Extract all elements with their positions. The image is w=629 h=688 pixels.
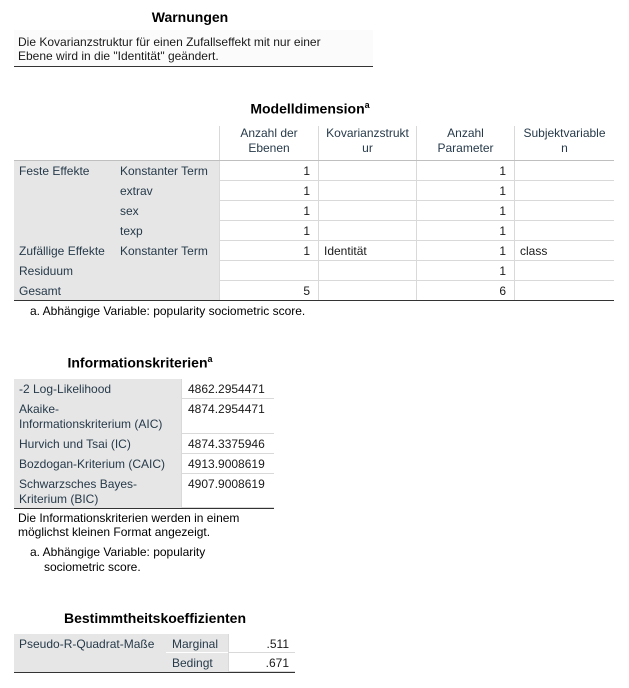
marginal-label: Marginal: [166, 634, 228, 653]
cell-kov: [318, 181, 416, 201]
cell-ebenen: [219, 261, 318, 281]
cell-param: 1: [416, 181, 514, 201]
ic-footnote-line-1: a. Abhängige Variable: popularity: [30, 545, 206, 559]
ic-value-caic: 4913.9008619: [181, 454, 274, 474]
cell-param: 1: [416, 241, 514, 261]
cell-ebenen: 1: [219, 241, 318, 261]
cell-ebenen: 1: [219, 221, 318, 241]
group-gesamt: Gesamt: [14, 281, 219, 301]
marginal-value: .511: [228, 634, 295, 653]
sub-texp: texp: [114, 221, 219, 241]
warnungen-box: [14, 30, 373, 67]
header-anzahl-parameter: Anzahl Parameter: [416, 126, 514, 160]
ic-value-log-likelihood: 4862.2954471: [181, 379, 274, 399]
warnungen-line-2: Ebene wird in die "Identität" geändert.: [18, 49, 219, 63]
warnungen-line-1: Die Kovarianzstruktur für einen Zufallseffekt mit nur einer: [18, 35, 321, 49]
header-subjektvariablen: Subjektvariable n: [514, 126, 614, 160]
cell-subj: [514, 221, 614, 241]
sub-konstanter-term: Konstanter Term: [114, 161, 219, 181]
ic-label-log-likelihood: -2 Log-Likelihood: [14, 379, 181, 399]
sub-konstanter-term-zufaellig: Konstanter Term: [114, 241, 219, 261]
cell-param: 1: [416, 261, 514, 281]
ic-value-aic: 4874.2954471: [181, 399, 274, 434]
ic-note-line-1: Die Informationskriterien werden in einem: [18, 511, 240, 525]
cell-param: 1: [416, 221, 514, 241]
table-bottom-rule: [14, 300, 614, 301]
cell-ebenen: 1: [219, 181, 318, 201]
warnungen-title: Warnungen: [151, 9, 229, 25]
cell-ebenen: 1: [219, 161, 318, 181]
cell-kov: [318, 201, 416, 221]
bestimmtheit-title: Bestimmtheitskoeffizienten: [63, 610, 247, 626]
ic-label-aic: Akaike- Informationskriterium (AIC): [14, 399, 181, 434]
informationskriterien-title: Informationskriterien$^a$: [67, 354, 213, 371]
cell-subj: [514, 261, 614, 281]
cell-subj: [514, 281, 614, 301]
cell-param: 1: [416, 161, 514, 181]
pseudo-r-quadrat-label: Pseudo-R-Quadrat-Maße: [14, 634, 166, 672]
cell-subj: [514, 201, 614, 221]
bedingt-value: .671: [228, 653, 295, 672]
cell-subj: class: [514, 241, 614, 261]
group-residuum: Residuum: [14, 261, 219, 281]
cell-kov: [318, 161, 416, 181]
modelldimension-title: Modelldimension$^a$: [250, 100, 370, 117]
ic-note-line-2: möglichst kleinen Format angezeigt.: [18, 525, 211, 539]
cell-ebenen: 1: [219, 201, 318, 221]
cell-kov: [318, 281, 416, 301]
group-feste-effekte: Feste Effekte: [14, 161, 114, 241]
cell-ebenen: 5: [219, 281, 318, 301]
sub-sex: sex: [114, 201, 219, 221]
header-kovarianzstruktur: Kovarianzstrukt ur: [318, 126, 416, 160]
header-anzahl-ebenen: Anzahl der Ebenen: [219, 126, 318, 160]
cell-kov: [318, 221, 416, 241]
cell-param: 6: [416, 281, 514, 301]
ic-value-bic: 4907.9008619: [181, 474, 274, 508]
cell-param: 1: [416, 201, 514, 221]
modelldimension-footnote: a. Abhängige Variable: popularity sociometric score.: [30, 304, 306, 318]
ic-bottom-rule: [14, 508, 274, 509]
ic-label-bic: Schwarzsches Bayes- Kriterium (BIC): [14, 474, 181, 508]
ic-value-hurvich-tsai: 4874.3375946: [181, 434, 274, 454]
cell-kov: [318, 261, 416, 281]
bedingt-label: Bedingt: [166, 653, 228, 672]
ic-footnote-line-2: sociometric score.: [44, 560, 141, 574]
cell-subj: [514, 181, 614, 201]
group-zufaellige-effekte: Zufällige Effekte: [14, 241, 114, 261]
cell-kov: Identität: [318, 241, 416, 261]
sub-extrav: extrav: [114, 181, 219, 201]
ic-label-hurvich-tsai: Hurvich und Tsai (IC): [14, 434, 181, 454]
cell-subj: [514, 161, 614, 181]
ic-label-caic: Bozdogan-Kriterium (CAIC): [14, 454, 181, 474]
bestimmtheit-bottom-rule: [14, 672, 295, 673]
